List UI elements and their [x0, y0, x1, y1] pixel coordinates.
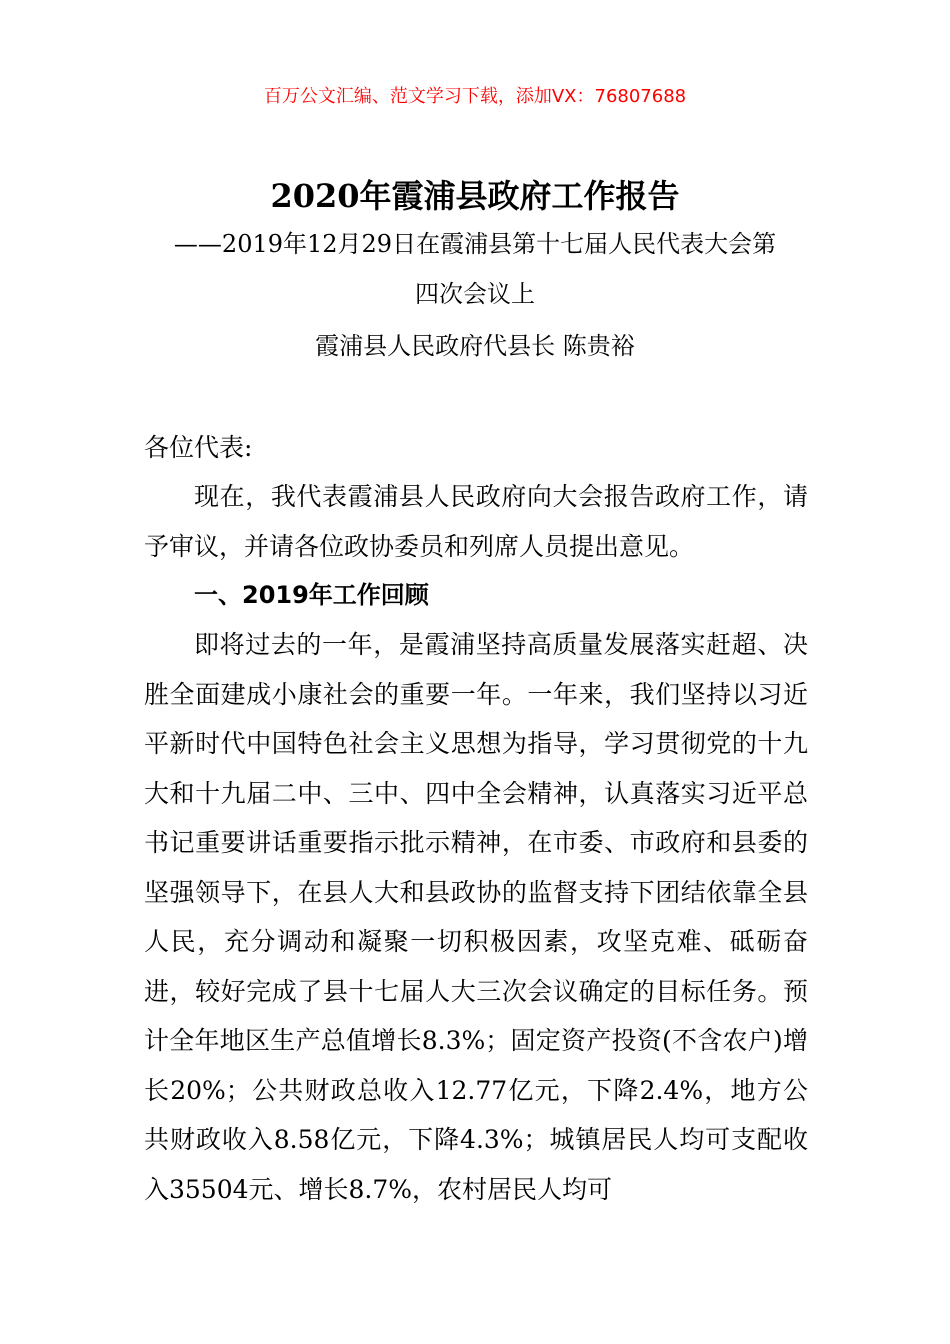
author-line: 霞浦县人民政府代县长 陈贵裕 [315, 332, 635, 360]
header-banner: 百万公文汇编、范文学习下载，添加VX：76807688 [263, 86, 687, 107]
section-heading: 一、2019年工作回顾 [194, 581, 429, 609]
salutation: 各位代表: [144, 433, 253, 462]
subtitle-line-2: 四次会议上 [415, 280, 535, 308]
opening-paragraph: 现在，我代表霞浦县人民政府向大会报告政府工作，请予审议，并请各位政协委员和列席人员提出意见。 [144, 482, 808, 561]
document-title: 2020年霞浦县政府工作报告 [270, 177, 680, 215]
subtitle-line-1: ——2019年12月29日在霞浦县第十七届人民代表大会第 [173, 230, 777, 258]
review-paragraph: 即将过去的一年，是霞浦坚持高质量发展落实赶超、决胜全面建成小康社会的重要一年。一年来，我们坚持以习近平新时代中国特色社会主义思想为指导，学习贯彻党的十九大和十九届二中、三中、四中全会精神，认真落实习近平总书记重要讲话重要指示批示精神，在市委、市政府和县委的坚强领导下，在县人大和县政协的监督支持下团结依靠全县人民，充分调动和凝聚一切积极因素，攻坚克难、砥砺奋进，较好完成了县十七届人大三次会议确定的目标任务。预计全年地区生产总值增长8.3%；固定资产投资(不含农户)增长20%；公共财政总收入12.77亿元，下降2.4%，地方公共财政收入8.58亿元，下降4.3%；城镇居民人均可支配收入35504元、增长8.7%，农村居民人均可 [144, 630, 808, 1204]
